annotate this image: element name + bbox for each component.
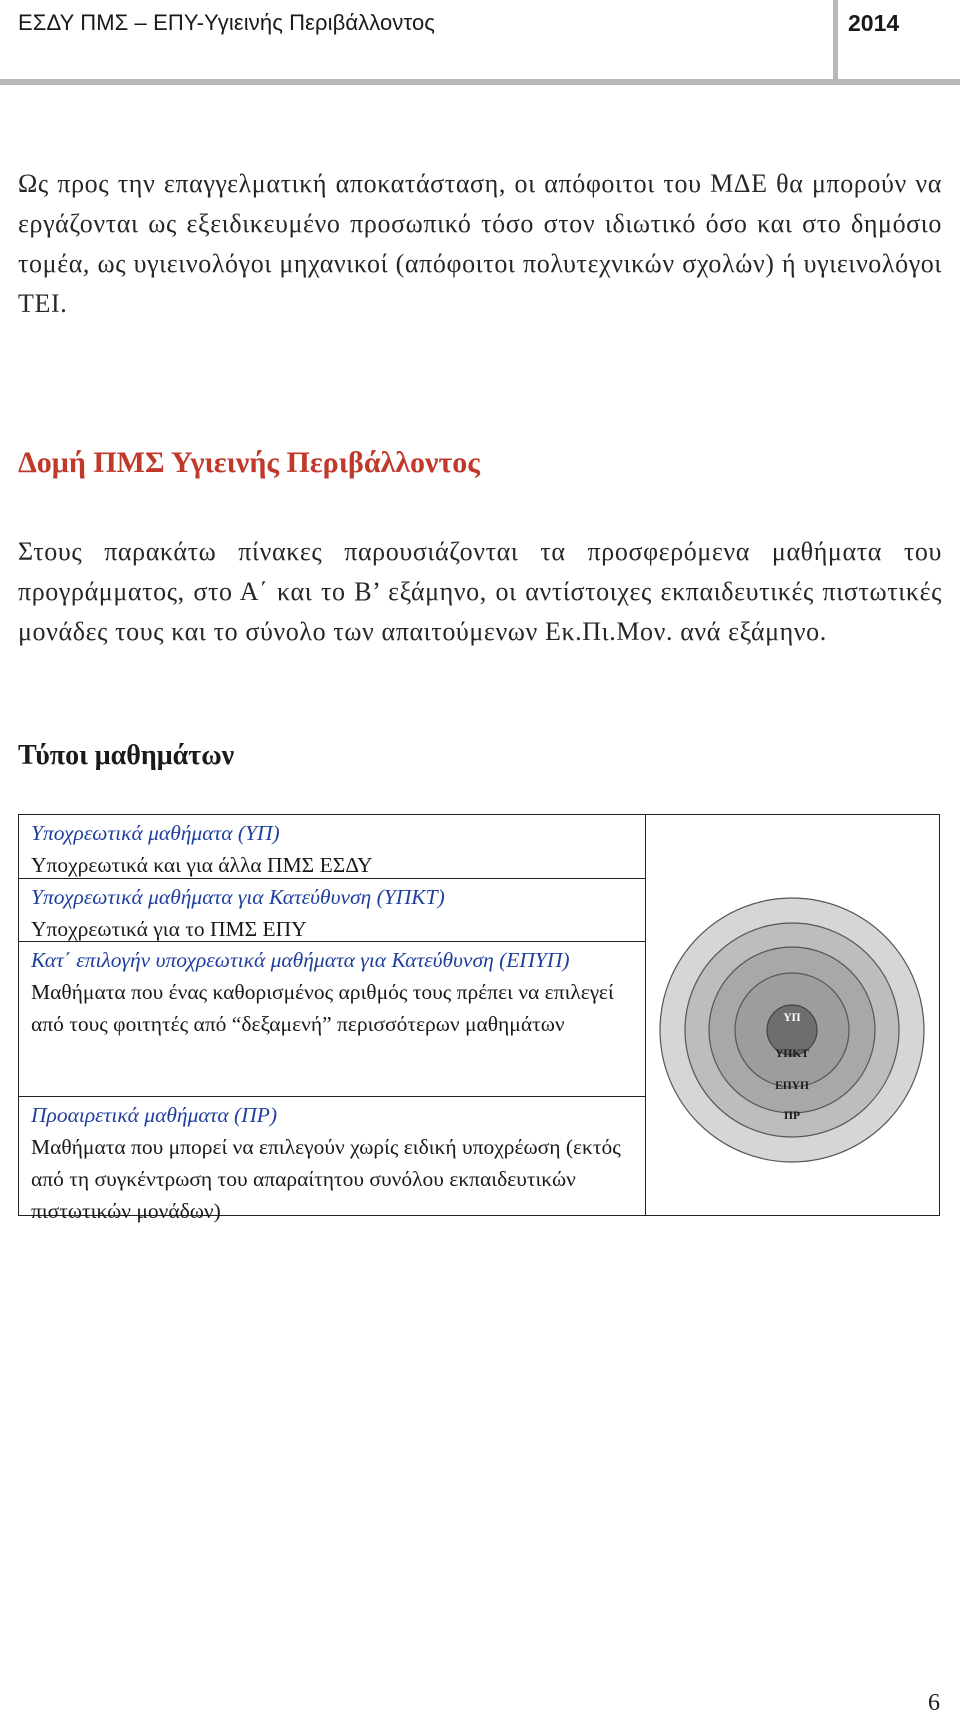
header-year: 2014 [848, 10, 900, 36]
course-types-table [18, 814, 940, 1223]
header-divider [833, 0, 838, 82]
concentric-rings-diagram [646, 815, 939, 1215]
ring-label-pr: ΠΡ [784, 1110, 800, 1122]
course-type-description: Υποχρεωτικά για το ΠΜΣ ΕΠΥ [31, 917, 307, 941]
header-rule [0, 79, 960, 85]
course-type-name: Υποχρεωτικά μαθήματα για Κατεύθυνση (ΥΠΚΤ) [31, 885, 445, 909]
course-type-name: Υποχρεωτικά μαθήματα (ΥΠ) [31, 821, 280, 845]
header-title: ΕΣΔΥ ΠΜΣ – ΕΠΥ-Υγιεινής Περιβάλλοντος [18, 10, 436, 35]
paragraph-tables-intro: Στους παρακάτω πίνακες παρουσιάζονται τα προσφερόμενα μαθήματα του προγράμματος, στο Α΄ και το Β’ εξάμηνο, οι αντίστοιχες εκπαιδευτικές πιστωτικές μονάδες τους και το σύνολο των απαιτούμενων Εκ.Πι.Μον. ανά εξάμηνο. [18, 537, 942, 646]
course-types-heading: Τύποι μαθημάτων [18, 740, 235, 771]
course-type-cell [19, 815, 646, 879]
course-type-cell [19, 879, 646, 942]
rings-svg [646, 815, 939, 1214]
course-type-name: Προαιρετικά μαθήματα (ΠΡ) [31, 1103, 278, 1127]
course-types-list [19, 815, 646, 1223]
course-type-description: Μαθήματα που μπορεί να επιλεγούν χωρίς ειδική υποχρέωση (εκτός από τη συγκέντρωση του απαραίτητου συνόλου εκπαιδευτικών πιστωτικών μονάδων) [31, 1135, 621, 1223]
course-type-name: Κατ΄ επιλογήν υποχρεωτικά μαθήματα για Κατεύθυνση (ΕΠΥΠ) [31, 948, 570, 972]
section-heading: Δομή ΠΜΣ Υγιεινής Περιβάλλοντος [18, 446, 480, 479]
course-type-cell [19, 1097, 646, 1223]
course-type-description: Μαθήματα που ένας καθορισμένος αριθμός τους πρέπει να επιλεγεί από τους φοιτητές από “δεξαμενή” περισσότερων μαθημάτων [31, 980, 614, 1036]
ring-label-ypkt: ΥΠΚΤ [775, 1048, 809, 1060]
page-number: 6 [928, 1690, 940, 1716]
paragraph-employment: Ως προς την επαγγελματική αποκατάσταση, οι απόφοιτοι του ΜΔΕ θα μπορούν να εργάζονται ως εξειδικευμένο προσωπικό τόσο στον ιδιωτικό όσο και στο δημόσιο τομέα, ως υγιεινολόγοι μηχανικοί (απόφοιτοι πολυτεχνικών σχολών) ή υγιεινολόγοι ΤΕΙ. [18, 169, 942, 318]
ring-label-epyp: ΕΠΥΠ [775, 1080, 809, 1092]
course-type-cell [19, 942, 646, 1097]
course-type-description: Υποχρεωτικά και για άλλα ΠΜΣ ΕΣΔΥ [31, 853, 373, 877]
ring-label-yp: ΥΠ [783, 1012, 801, 1024]
